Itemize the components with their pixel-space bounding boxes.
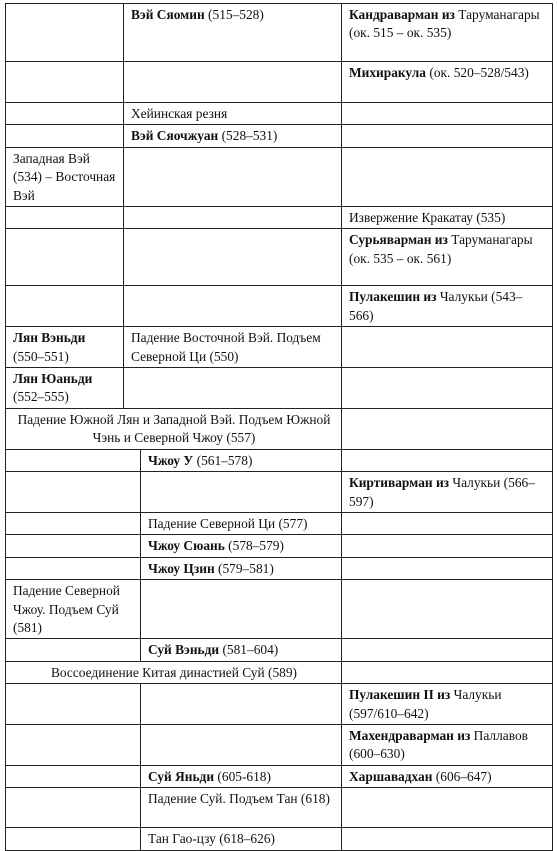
ruler-name: Киртиварман из: [349, 475, 450, 491]
table-row: [6, 286, 553, 327]
table-row: [6, 472, 553, 513]
table-cell: [6, 207, 124, 229]
table-cell: [124, 4, 342, 62]
table-cell: [6, 535, 141, 557]
table-cell: [124, 147, 342, 206]
table-cell: [124, 125, 342, 147]
cell-text: (528–531): [218, 128, 278, 144]
table-cell: Хейинская резня: [124, 103, 342, 125]
cell-text: Таруманагары (ок. 515 – ок. 535): [349, 7, 540, 41]
cell-text: Чалукьи (543–566): [349, 289, 523, 323]
table-cell: [141, 472, 342, 513]
cell-text: (515–528): [204, 7, 264, 22]
table-row: [6, 147, 553, 206]
table-cell: [342, 661, 553, 683]
table-cell: [124, 207, 342, 229]
table-row: [6, 580, 553, 639]
table-cell: [342, 557, 553, 579]
table-cell: [124, 286, 342, 327]
table-cell: [141, 765, 342, 787]
table-cell: [342, 724, 553, 765]
table-cell: Падение Северной Чжоу. Подъем Суй (581): [6, 580, 141, 639]
ruler-name: Сурьяварман из: [349, 232, 448, 248]
table-cell: Извержение Кракатау (535): [342, 207, 553, 229]
table-cell: Падение Южной Лян и Западной Вэй. Подъем Южной Чэнь и Северной Чжоу (557): [6, 408, 342, 449]
table-row: [6, 207, 553, 229]
table-cell: [124, 229, 342, 286]
cell-text: (550–551): [13, 348, 69, 364]
table-cell: [6, 327, 124, 368]
ruler-name: Суй Вэньди: [148, 642, 220, 658]
cell-text: (552–555): [13, 389, 69, 405]
table-row: [6, 408, 553, 449]
ruler-name: Чжоу Цзин: [148, 560, 215, 576]
cell-text: Чалукьи (597/610–642): [349, 687, 502, 721]
table-cell: [342, 535, 553, 557]
ruler-name: Вэй Сяомин: [131, 7, 205, 22]
cell-text: (581–604): [219, 642, 279, 658]
table-row: [6, 684, 553, 725]
ruler-name: Чжоу Сюань: [148, 538, 225, 554]
table-cell: Воссоединение Китая династией Суй (589): [6, 661, 342, 683]
table-cell: [342, 125, 553, 147]
table-cell: [342, 4, 553, 62]
table-row: [6, 557, 553, 579]
table-cell: Падение Восточной Вэй. Подъем Северной Ци (550): [124, 327, 342, 368]
table-cell: [342, 229, 553, 286]
cell-text: (ок. 520–528/543): [426, 65, 529, 80]
cell-text: Таруманагары (ок. 535 – ок. 561): [349, 232, 533, 266]
table-row: [6, 828, 553, 850]
table-cell: [342, 684, 553, 725]
table-cell: [6, 125, 124, 147]
table-cell: [141, 535, 342, 557]
table-cell: [342, 765, 553, 787]
table-row: [6, 368, 553, 409]
table-cell: [6, 62, 124, 103]
ruler-name: Пулакешин II из: [349, 687, 451, 703]
ruler-name: Лян Юаньди: [13, 371, 93, 387]
table-cell: [141, 684, 342, 725]
table-cell: [6, 828, 141, 850]
table-row: [6, 229, 553, 286]
table-cell: [6, 557, 141, 579]
table-cell: [342, 147, 553, 206]
table-cell: [342, 512, 553, 534]
cell-text: (579–581): [214, 560, 274, 576]
table-cell: [342, 103, 553, 125]
table-cell: [342, 62, 553, 103]
table-cell: Падение Суй. Подъем Тан (618): [141, 788, 342, 828]
table-cell: [141, 449, 342, 471]
table-cell: [141, 557, 342, 579]
table-cell: [342, 327, 553, 368]
cell-text: (605-618): [214, 768, 271, 784]
table-cell: Тан Гао-цзу (618–626): [141, 828, 342, 850]
cell-text: (606–647): [432, 768, 492, 784]
table-cell: [342, 788, 553, 828]
table-cell: [6, 639, 141, 661]
cell-text: (578–579): [224, 538, 284, 554]
table-cell: [342, 639, 553, 661]
table-cell: [6, 229, 124, 286]
table-cell: Падение Северной Ци (577): [141, 512, 342, 534]
table-row: [6, 661, 553, 683]
table-cell: [6, 286, 124, 327]
table-cell: [342, 408, 553, 449]
table-row: [6, 788, 553, 828]
table-cell: [6, 684, 141, 725]
ruler-name: Лян Вэньди: [13, 330, 86, 346]
cell-text: Паллавов (600–630): [349, 727, 528, 762]
table-row: [6, 512, 553, 534]
table-cell: [6, 724, 141, 765]
cell-text: Чалукьи (566–597): [349, 475, 535, 509]
table-cell: [342, 286, 553, 327]
table-cell: [141, 724, 342, 765]
table-cell: [124, 368, 342, 409]
table-cell: Западная Вэй (534) – Восточная Вэй: [6, 147, 124, 206]
table-cell: [342, 368, 553, 409]
ruler-name: Махендраварман из: [349, 727, 471, 743]
table-cell: [342, 828, 553, 850]
table-cell: [342, 472, 553, 513]
ruler-name: Михиракула: [349, 65, 427, 80]
table-row: [6, 535, 553, 557]
table-row: [6, 4, 553, 62]
table-row: [6, 765, 553, 787]
table-cell: [6, 765, 141, 787]
table-row: [6, 724, 553, 765]
table-row: [6, 125, 553, 147]
ruler-name: Пулакешин из: [349, 289, 437, 305]
table-cell: [6, 472, 141, 513]
table-cell: [6, 788, 141, 828]
table-cell: [6, 103, 124, 125]
table-row: [6, 639, 553, 661]
table-cell: [342, 580, 553, 639]
table-cell: [6, 512, 141, 534]
table-row: [6, 62, 553, 103]
ruler-name: Чжоу У: [148, 452, 194, 468]
table-cell: [6, 368, 124, 409]
table-row: [6, 449, 553, 471]
table-cell: [342, 449, 553, 471]
table-cell: [141, 639, 342, 661]
cell-text: (561–578): [193, 452, 253, 468]
ruler-name: Вэй Сяочжуан: [131, 128, 219, 144]
ruler-name: Харшавадхан: [349, 768, 433, 784]
table-cell: [124, 62, 342, 103]
table-cell: [6, 449, 141, 471]
ruler-name: Суй Яньди: [148, 768, 215, 784]
table-cell: [141, 580, 342, 639]
table-cell: [6, 4, 124, 62]
table-row: [6, 327, 553, 368]
chronology-table: [5, 3, 553, 851]
table-row: [6, 103, 553, 125]
ruler-name: Кандраварман из: [349, 7, 455, 22]
